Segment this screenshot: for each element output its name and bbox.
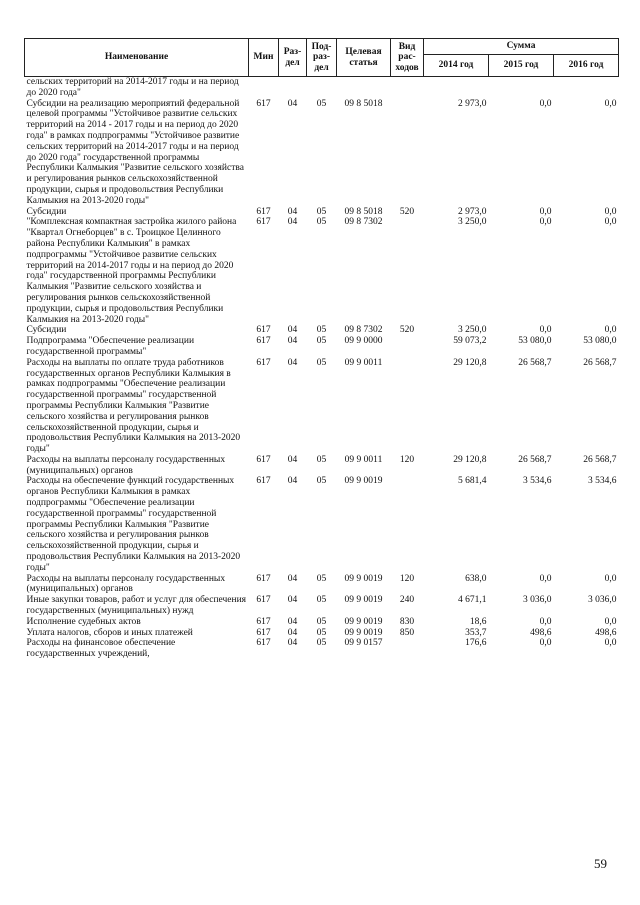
row-2014-cell: 18,6 [469, 616, 487, 627]
row-min-cell: 617 [256, 627, 271, 638]
row-name-cell: Расходы на выплаты персоналу государственных (муниципальных) органов [26, 573, 226, 595]
row-razdel-cell: 04 [287, 98, 298, 109]
row-vid-cell: 120 [399, 573, 415, 584]
row-2015-cell: 0,0 [539, 206, 552, 217]
row-2016-cell: 0,0 [604, 638, 617, 649]
row-vid-cell: 120 [399, 454, 415, 465]
row-razdel-cell: 04 [287, 336, 298, 347]
row-target-cell: 09 9 0019 [344, 595, 383, 606]
row-podrazdel-cell: 05 [316, 217, 327, 228]
row-podrazdel-cell [307, 77, 337, 99]
row-podrazdel-cell: 05 [316, 454, 327, 465]
row-podrazdel-cell: 05 [316, 595, 327, 606]
header-name: Наименование [25, 39, 249, 77]
row-target-cell: 09 8 5018 [344, 206, 383, 217]
row-2015-cell: 0,0 [539, 98, 552, 109]
page-number: 59 [594, 856, 607, 871]
row-2016-cell: 0,0 [604, 573, 617, 584]
row-2014-cell: 353,7 [465, 627, 487, 638]
table-row [25, 617, 619, 628]
table-row [25, 628, 619, 639]
row-target-cell: 09 9 0019 [344, 616, 383, 627]
row-podrazdel-cell: 05 [316, 336, 327, 347]
row-2015-cell: 3 534,6 [523, 476, 552, 487]
row-min-cell: 617 [256, 616, 271, 627]
row-podrazdel-cell: 05 [316, 616, 327, 627]
row-2014-cell [424, 77, 489, 99]
row-name-cell: Субсидии на реализацию мероприятий федеральной целевой программы "Устойчивое развитие сельских территорий на 2014 - 2017 годы и на период до 2020 года" в рамках подпрограммы "Устойчивое развитие сельских территорий на 2014-2017 годы и на период до 2020 года" государственной программы Республики Калмыкия "Развитие сельского хозяйства и регулирования рынков сельскохозяйственной продукции, сырья и продовольствия Республики Калмыкия на 2013-2020 годы" [26, 98, 244, 206]
row-min-cell: 617 [256, 476, 271, 487]
row-min-cell [249, 77, 279, 99]
row-name-cell: Расходы на финансовое обеспечение государственных учреждений, [26, 638, 176, 660]
table-row [25, 358, 619, 455]
table-row [25, 99, 619, 207]
table-header [25, 39, 619, 77]
table-body [25, 77, 619, 661]
row-2016-cell: 3 534,6 [588, 476, 617, 487]
row-vid-cell [391, 77, 424, 99]
row-razdel-cell: 04 [287, 454, 298, 465]
row-vid-cell [391, 476, 424, 573]
row-2014-cell: 3 250,0 [458, 325, 487, 336]
row-min-cell: 617 [256, 206, 271, 217]
row-vid-cell: 830 [399, 616, 415, 627]
row-2016-cell: 0,0 [604, 206, 617, 217]
table-row [25, 217, 619, 325]
row-podrazdel-cell: 05 [316, 638, 327, 649]
row-name-cell: Иные закупки товаров, работ и услуг для обеспечения государственных (муниципальных) нужд [26, 595, 247, 617]
row-target-cell: 09 9 0019 [344, 573, 383, 584]
row-target-cell: 09 8 7302 [344, 217, 383, 228]
row-2014-cell: 3 250,0 [458, 217, 487, 228]
row-podrazdel-cell: 05 [316, 627, 327, 638]
row-vid-cell [391, 638, 424, 660]
row-name-cell: Исполнение судебных актов [26, 616, 141, 627]
row-razdel-cell: 04 [287, 206, 298, 217]
row-vid-cell [391, 217, 424, 325]
header-razdel: Раз- дел [279, 39, 307, 77]
row-2014-cell: 4 671,1 [458, 595, 487, 606]
row-vid-cell: 520 [399, 206, 415, 217]
row-razdel-cell: 04 [287, 627, 298, 638]
row-name-cell: Расходы на выплаты по оплате труда работников государственных органов Республики Калмыкия в рамках подпрограммы "Обеспечение реализации государственной программы" государственной программы Республики Калмыкия "Развитие сельского хозяйства и регулирования рынков сельскохозяйственной продукции, сырья и продовольствия Республики Калмыкия на 2013-2020 годы" [26, 357, 241, 455]
row-2015-cell: 53 080,0 [518, 336, 552, 347]
row-2014-cell: 29 120,8 [453, 454, 487, 465]
row-vid-cell: 240 [399, 595, 415, 606]
row-podrazdel-cell: 05 [316, 573, 327, 584]
row-2014-cell: 59 073,2 [453, 336, 487, 347]
row-2016-cell [554, 77, 619, 99]
row-vid-cell [391, 358, 424, 455]
row-name-cell: Подпрограмма "Обеспечение реализации государственной программы" [26, 336, 195, 357]
row-name-cell: "Комплексная компактная застройка жилого района "Квартал Огнеборцев" в с. Троицкое Целинного района Республики Калмыкия" в рамках подпрограммы "Устойчивое развитие сельских территорий на 2014-2017 годы и на период до 2020 года" государственной программы Республики Калмыкия "Развитие сельского хозяйства и регулирования рынков сельскохозяйственной продукции, сырья и продовольствия Республики Калмыкия на 2013-2020 годы" [26, 217, 237, 325]
row-2015-cell: 0,0 [539, 638, 552, 649]
row-target-cell: 09 8 5018 [344, 98, 383, 109]
table-row [25, 325, 619, 336]
row-vid-cell: 850 [399, 627, 415, 638]
row-2015-cell: 0,0 [539, 573, 552, 584]
row-podrazdel-cell: 05 [316, 325, 327, 336]
table-row [25, 638, 619, 660]
row-min-cell: 617 [256, 595, 271, 606]
header-y2016: 2016 год [554, 55, 619, 77]
row-name-cell: Субсидии [26, 206, 67, 217]
row-2014-cell: 2 973,0 [458, 206, 487, 217]
row-target-cell: 09 9 0011 [344, 357, 383, 368]
row-2016-cell: 0,0 [604, 325, 617, 336]
row-razdel-cell: 04 [287, 638, 298, 649]
header-vid: Вид рас- ходов [391, 39, 424, 77]
row-vid-cell [391, 336, 424, 358]
row-razdel-cell: 04 [287, 217, 298, 228]
row-min-cell: 617 [256, 357, 271, 368]
row-2015-cell: 26 568,7 [518, 357, 552, 368]
table-row [25, 77, 619, 99]
row-2015-cell: 0,0 [539, 217, 552, 228]
row-razdel-cell: 04 [287, 573, 298, 584]
row-2015-cell: 3 036,0 [523, 595, 552, 606]
row-2016-cell: 26 568,7 [583, 454, 617, 465]
row-2014-cell: 176,6 [465, 638, 487, 649]
row-name-cell: Расходы на обеспечение функций государственных органов Республики Калмыкия в рамках подпрограммы "Обеспечение реализации государственной программы" государственной программы Республики Калмыкия "Развитие сельского хозяйства и регулирования рынков сельскохозяйственной продукции, сырья и продовольствия Республики Калмыкия на 2013-2020 годы" [26, 476, 241, 573]
row-min-cell: 617 [256, 336, 271, 347]
header-target: Целевая статья [337, 39, 391, 77]
row-2014-cell: 2 973,0 [458, 98, 487, 109]
header-y2015: 2015 год [489, 55, 554, 77]
table-row [25, 455, 619, 477]
table-row [25, 476, 619, 573]
row-razdel-cell: 04 [287, 476, 298, 487]
header-podrazdel: Под- раз- дел [307, 39, 337, 77]
row-2016-cell: 0,0 [604, 98, 617, 109]
row-name-cell: Субсидии [26, 325, 67, 336]
row-target-cell: 09 9 0000 [344, 336, 383, 347]
row-razdel-cell: 04 [287, 616, 298, 627]
header-summa: Сумма [424, 39, 619, 55]
row-target-cell: 09 9 0019 [344, 476, 383, 487]
row-razdel-cell: 04 [287, 595, 298, 606]
row-razdel-cell [279, 77, 307, 99]
row-name-cell: Уплата налогов, сборов и иных платежей [26, 627, 193, 638]
row-razdel-cell: 04 [287, 357, 298, 368]
row-target-cell: 09 8 7302 [344, 325, 383, 336]
row-2014-cell: 5 681,4 [458, 476, 487, 487]
row-podrazdel-cell: 05 [316, 476, 327, 487]
row-podrazdel-cell: 05 [316, 357, 327, 368]
row-2014-cell: 29 120,8 [453, 357, 487, 368]
row-podrazdel-cell: 05 [316, 98, 327, 109]
table-row [25, 336, 619, 358]
row-2016-cell: 498,6 [595, 627, 617, 638]
row-2015-cell: 26 568,7 [518, 454, 552, 465]
header-y2014: 2014 год [424, 55, 489, 77]
row-target-cell [337, 77, 391, 99]
row-target-cell: 09 9 0157 [344, 638, 383, 649]
row-2016-cell: 3 036,0 [588, 595, 617, 606]
row-vid-cell: 520 [399, 325, 415, 336]
row-name-cell: сельских территорий на 2014-2017 годы и на период до 2020 года" [26, 77, 239, 98]
table-row [25, 595, 619, 617]
row-podrazdel-cell: 05 [316, 206, 327, 217]
row-min-cell: 617 [256, 638, 271, 649]
row-min-cell: 617 [256, 217, 271, 228]
row-min-cell: 617 [256, 325, 271, 336]
table-row [25, 574, 619, 596]
row-2015-cell: 498,6 [530, 627, 552, 638]
header-min: Мин [249, 39, 279, 77]
row-target-cell: 09 9 0011 [344, 454, 383, 465]
row-target-cell: 09 9 0019 [344, 627, 383, 638]
row-vid-cell [391, 99, 424, 207]
row-name-cell: Расходы на выплаты персоналу государственных (муниципальных) органов [26, 454, 226, 476]
row-min-cell: 617 [256, 98, 271, 109]
row-2014-cell: 638,0 [465, 573, 487, 584]
row-2016-cell: 0,0 [604, 217, 617, 228]
row-2015-cell: 0,0 [539, 325, 552, 336]
row-min-cell: 617 [256, 573, 271, 584]
row-razdel-cell: 04 [287, 325, 298, 336]
row-2016-cell: 26 568,7 [583, 357, 617, 368]
row-2016-cell: 0,0 [604, 616, 617, 627]
budget-table [24, 38, 619, 660]
row-min-cell: 617 [256, 454, 271, 465]
table-row [25, 207, 619, 218]
row-2016-cell: 53 080,0 [583, 336, 617, 347]
row-2015-cell [489, 77, 554, 99]
row-2015-cell: 0,0 [539, 616, 552, 627]
